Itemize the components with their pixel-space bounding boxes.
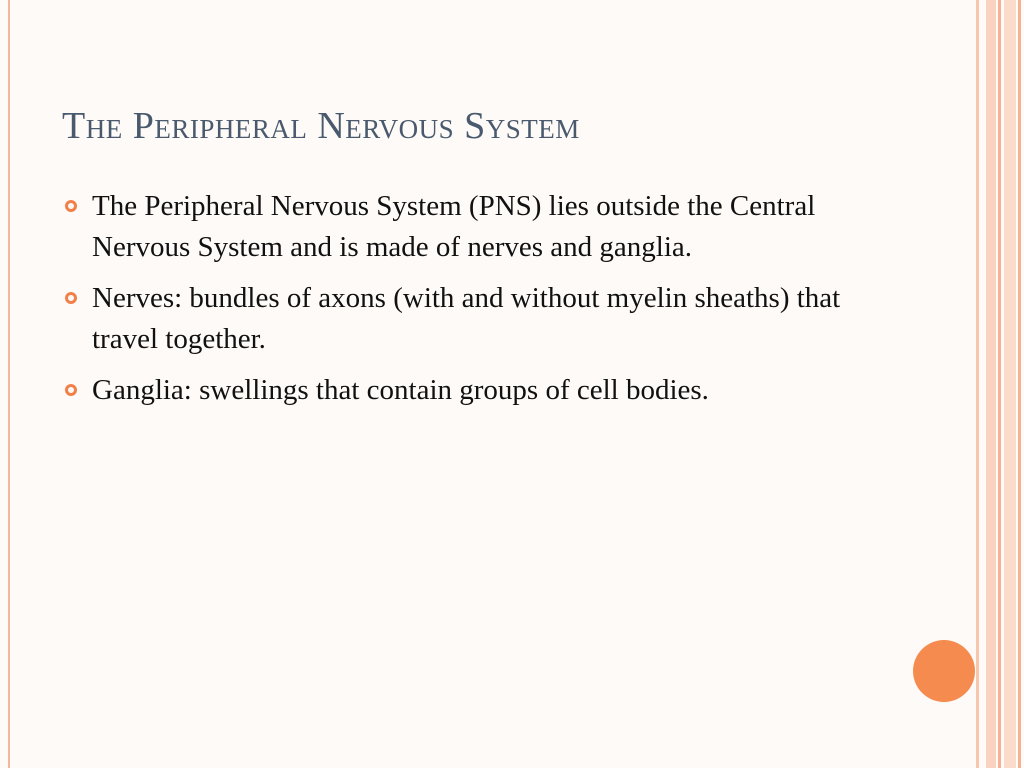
border-stripe <box>1004 0 1016 768</box>
left-border-line <box>8 0 10 768</box>
bullet-circle-icon <box>65 292 77 304</box>
bullet-list <box>62 186 882 421</box>
slide-title: The Peripheral Nervous System <box>62 105 580 147</box>
bullet-text: Nerves: bundles of axons (with and without myelin sheaths) that travel together. <box>92 282 841 355</box>
border-stripe <box>1018 0 1021 768</box>
border-stripe <box>998 0 1001 768</box>
right-border-stripes <box>976 0 1024 768</box>
bullet-item <box>62 278 882 360</box>
bullet-item <box>62 370 882 411</box>
bullet-text: The Peripheral Nervous System (PNS) lies outside the Central Nervous System and is made of nerves and ganglia. <box>92 190 816 263</box>
bullet-circle-icon <box>65 384 77 396</box>
decorative-circle <box>913 640 975 702</box>
bullet-item <box>62 186 882 268</box>
bullet-text: Ganglia: swellings that contain groups of cell bodies. <box>92 374 709 406</box>
bullet-circle-icon <box>65 200 77 212</box>
border-stripe <box>986 0 996 768</box>
border-stripe <box>976 0 979 768</box>
